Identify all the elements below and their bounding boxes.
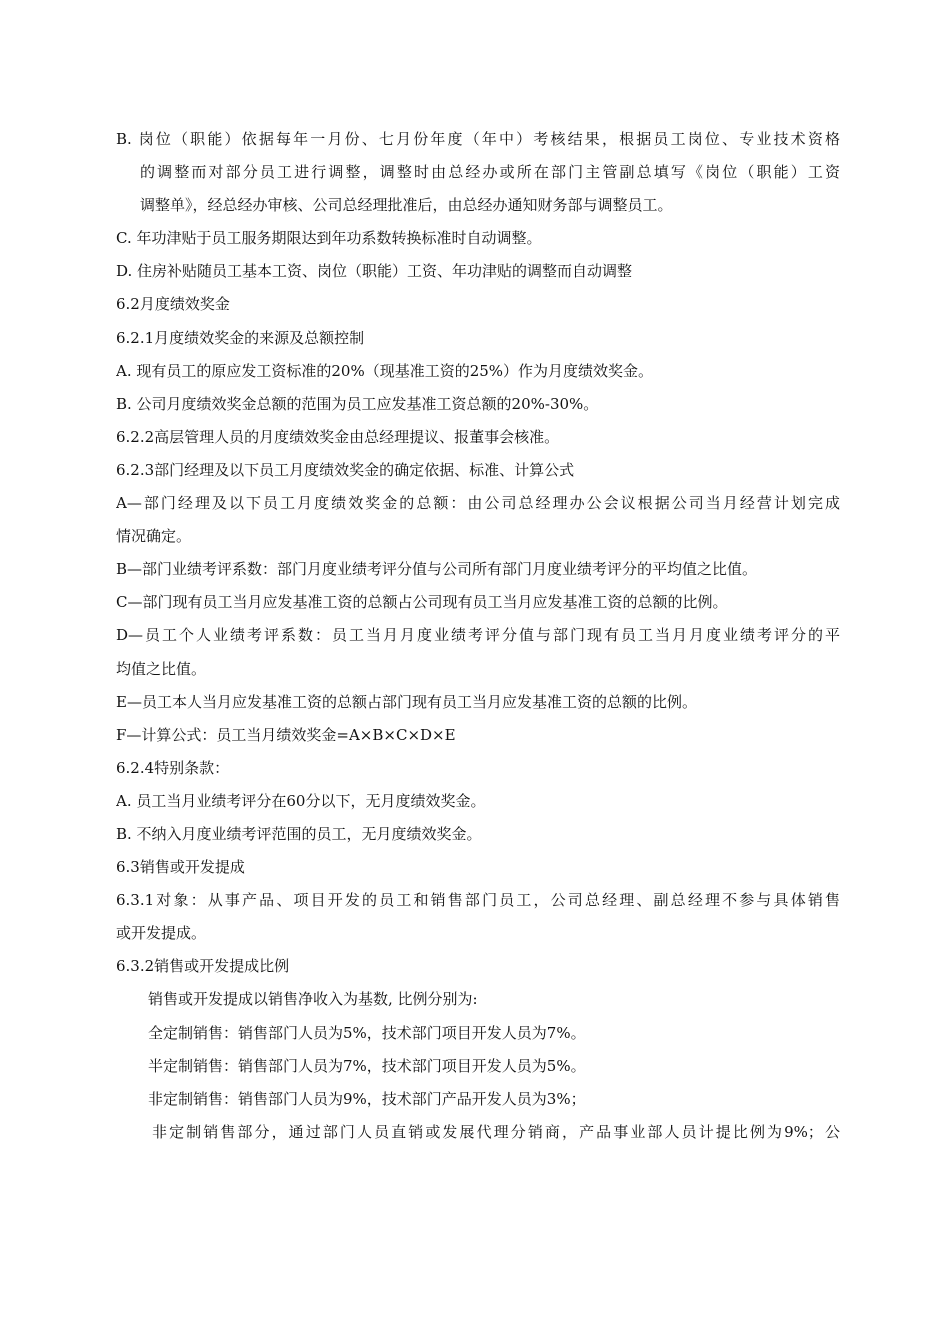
paragraph-line: B—部门业绩考评系数：部门月度业绩考评分值与公司所有部门月度业绩考评分的平均值之比值。 [116, 560, 758, 579]
paragraph-line: C—部门现有员工当月应发基准工资的总额占公司现有员工当月应发基准工资的总额的比例。 [116, 593, 728, 612]
paragraph-line: 非定制销售：销售部门人员为9%，技术部门产品开发人员为3%； [148, 1089, 586, 1108]
paragraph-line: D. 住房补贴随员工基本工资、岗位（职能）工资、年功津贴的调整而自动调整 [116, 262, 633, 281]
section-heading: 6.2月度绩效奖金 [116, 295, 230, 314]
paragraph-line: A. 现有员工的原应发工资标准的20%（现基准工资的25%）作为月度绩效奖金。 [116, 361, 654, 380]
paragraph-line: 的调整而对部分员工进行调整，调整时由总经办或所在部门主管副总填写《岗位（职能）工资 [140, 163, 840, 182]
paragraph-line: E—员工本人当月应发基准工资的总额占部门现有员工当月应发基准工资的总额的比例。 [116, 692, 697, 711]
paragraph-line: 情况确定。 [116, 527, 192, 546]
paragraph-line: D—员工个人业绩考评系数：员工当月月度业绩考评分值与部门现有员工当月月度业绩考评分的平 [116, 626, 840, 645]
paragraph-line: 均值之比值。 [116, 659, 207, 678]
paragraph-line: A. 员工当月业绩考评分在60分以下，无月度绩效奖金。 [116, 791, 486, 810]
paragraph-line: A—部门经理及以下员工月度绩效奖金的总额：由公司总经理办公会议根据公司当月经营计划完成 [116, 494, 840, 513]
paragraph-line: B. 岗位（职能）依据每年一月份、七月份年度（年中）考核结果，根据员工岗位、专业技术资格 [116, 130, 840, 148]
paragraph-line: 全定制销售：销售部门人员为5%，技术部门项目开发人员为7%。 [148, 1023, 586, 1042]
subsection-heading: 6.2.4特别条款： [116, 758, 230, 777]
paragraph-line: 非定制销售部分，通过部门人员直销或发展代理分销商，产品事业部人员计提比例为9%；公 [152, 1122, 840, 1141]
paragraph-line: C. 年功津贴于员工服务期限达到年功系数转换标准时自动调整。 [116, 229, 542, 248]
paragraph-line: B. 公司月度绩效奖金总额的范围为员工应发基准工资总额的20%-30%。 [116, 394, 599, 413]
paragraph-line: B. 不纳入月度业绩考评范围的员工，无月度绩效奖金。 [116, 824, 482, 843]
subsection-heading: 6.2.3部门经理及以下员工月度绩效奖金的确定依据、标准、计算公式 [116, 460, 575, 479]
document-body [116, 123, 840, 1149]
paragraph-line: 调整单》，经总经办审核、公司总经理批准后，由总经办通知财务部与调整员工。 [140, 196, 673, 215]
paragraph-line: 或开发提成。 [116, 924, 207, 943]
subsection-heading: 6.3.2销售或开发提成比例 [116, 957, 290, 976]
paragraph-line: 半定制销售：销售部门人员为7%，技术部门项目开发人员为5%。 [148, 1056, 586, 1075]
subsection-heading: 6.2.2高层管理人员的月度绩效奖金由总经理提议、报董事会核准。 [116, 427, 560, 446]
paragraph-line: 销售或开发提成以销售净收入为基数, 比例分别为: [148, 990, 478, 1009]
paragraph-line: 6.3.1对象：从事产品、项目开发的员工和销售部门员工，公司总经理、副总经理不参与具体销售 [116, 891, 840, 910]
formula-line: F—计算公式：员工当月绩效奖金=A×B×C×D×E [116, 725, 456, 744]
subsection-heading: 6.2.1月度绩效奖金的来源及总额控制 [116, 328, 365, 347]
section-heading: 6.3销售或开发提成 [116, 858, 245, 877]
